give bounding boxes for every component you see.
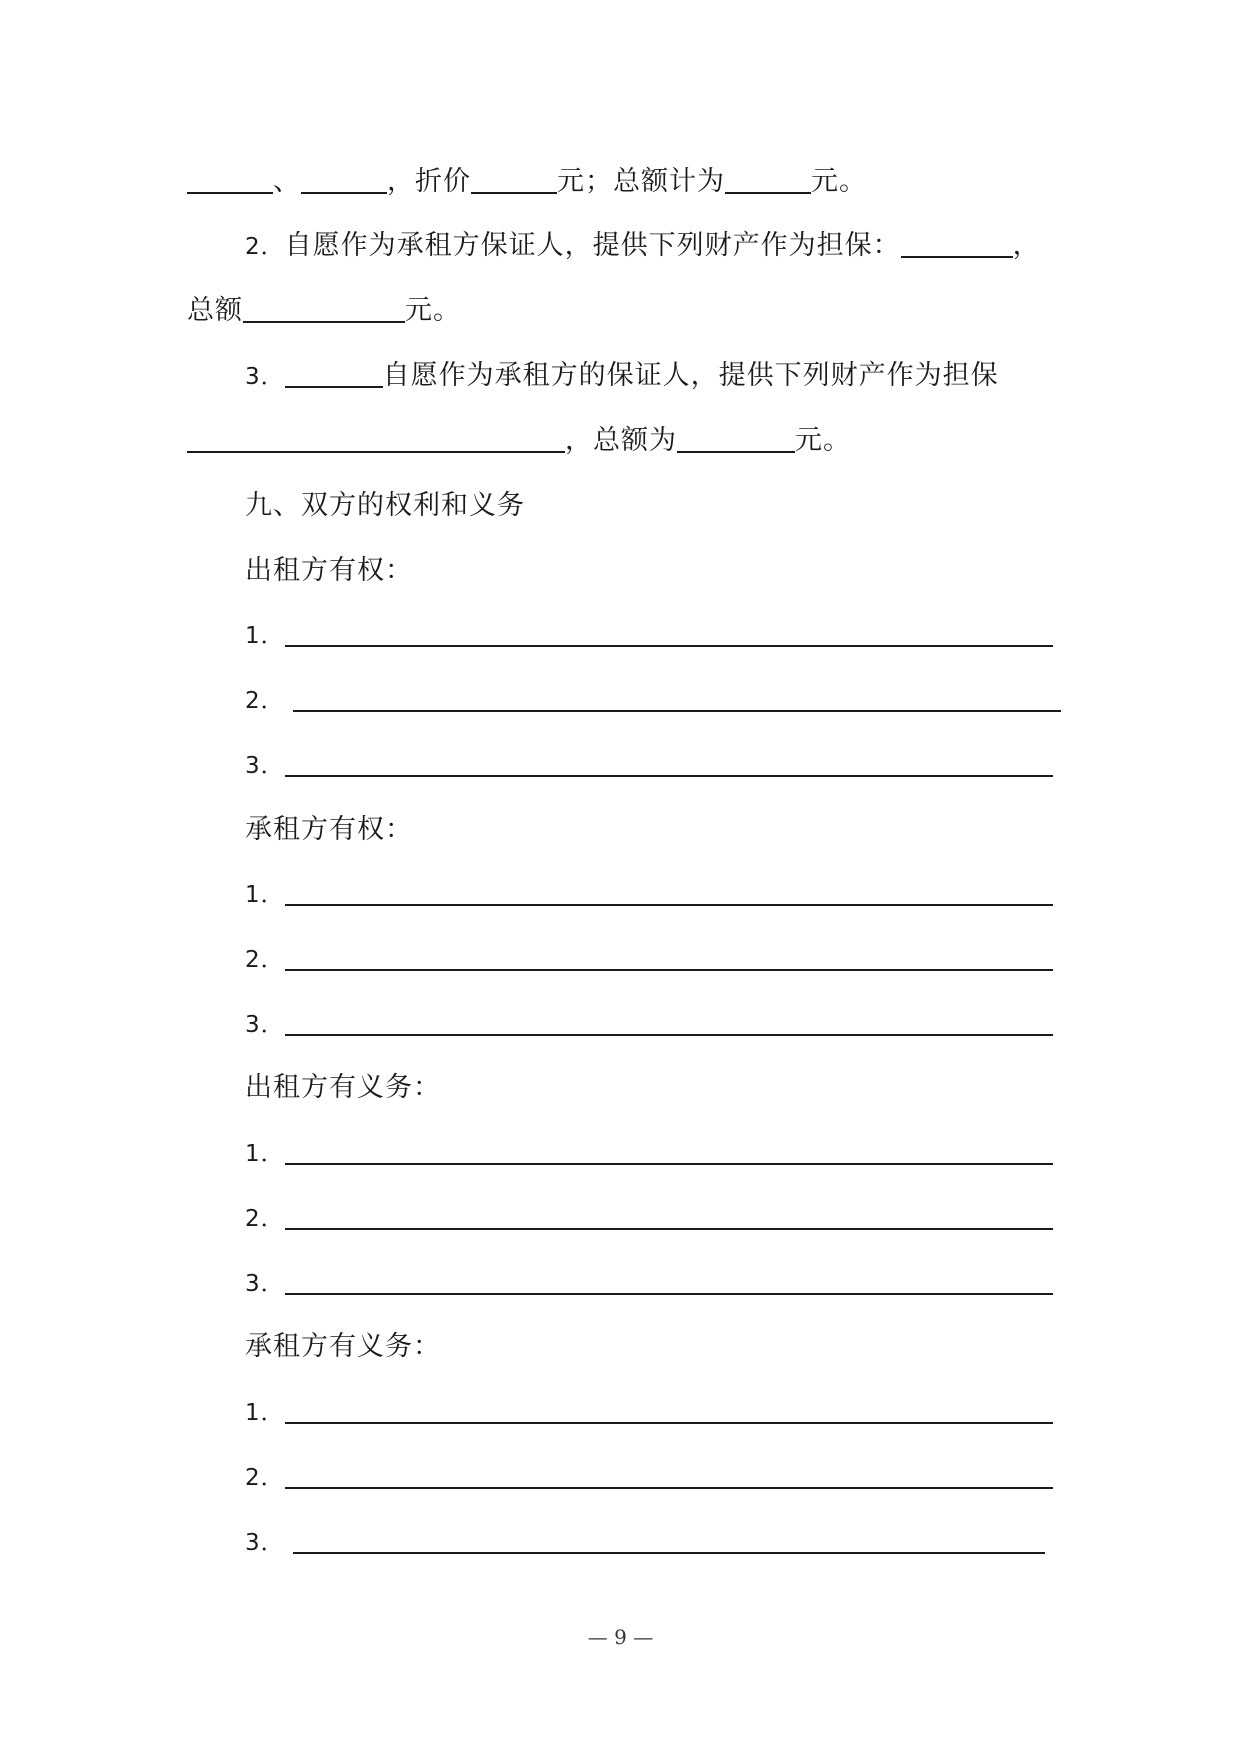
yuan-label: 元。 — [811, 166, 867, 197]
blank-fill-line[interactable] — [285, 1008, 1053, 1036]
group-title-lessor-obligations: 出租方有义务： — [245, 1072, 441, 1103]
item-text: 自愿作为承租方的保证人，提供下列财产作为担保 — [382, 360, 999, 391]
blank-fill-line[interactable] — [285, 1396, 1053, 1424]
item-number: 3． — [245, 1271, 285, 1297]
item-number: 2． — [245, 1206, 285, 1232]
guarantee-item-3-cont — [187, 424, 851, 458]
blank-total-amount[interactable] — [677, 425, 795, 453]
page-number: — 9 — — [587, 1625, 654, 1649]
blank-item-a[interactable] — [187, 166, 273, 194]
total-label: ，总额为 — [565, 425, 677, 456]
total-label: 总额 — [187, 295, 243, 326]
discount-label: ，折价 — [387, 166, 471, 197]
item-number: 1． — [245, 882, 285, 908]
list-item — [245, 942, 1053, 977]
item-number: 3． — [245, 364, 285, 390]
blank-fill-line[interactable] — [285, 1137, 1053, 1165]
blank-item-b[interactable] — [301, 166, 387, 194]
item-number: 2． — [245, 688, 285, 714]
item-number: 2． — [245, 1465, 285, 1491]
list-item — [245, 618, 1053, 653]
item-number: 2． — [245, 947, 285, 973]
blank-guarantor-name[interactable] — [285, 360, 383, 388]
blank-fill-line[interactable] — [285, 1202, 1053, 1230]
guarantee-item-3 — [245, 359, 999, 394]
item-number: 3． — [245, 1530, 285, 1556]
section-heading: 九、双方的权利和义务 — [245, 490, 525, 521]
list-item — [245, 1460, 1053, 1495]
item-number: 1． — [245, 623, 285, 649]
blank-fill-line[interactable] — [285, 619, 1053, 647]
blank-fill-line[interactable] — [285, 1267, 1053, 1295]
list-item — [245, 1266, 1053, 1301]
list-item — [245, 748, 1053, 783]
blank-total-amount[interactable] — [243, 295, 405, 323]
blank-guarantee-property[interactable] — [901, 230, 1013, 258]
group-title-lessee-obligations: 承租方有义务： — [245, 1331, 441, 1362]
item-number: 3． — [245, 1012, 285, 1038]
yuan-label: 元。 — [405, 295, 461, 326]
blank-fill-line[interactable] — [285, 943, 1053, 971]
blank-fill-line[interactable] — [285, 749, 1053, 777]
list-item — [245, 877, 1053, 912]
guarantee-item-2-cont — [187, 294, 461, 328]
guarantee-item-2 — [245, 229, 1041, 264]
list-item — [245, 683, 1061, 718]
comma: ， — [1012, 230, 1041, 261]
blank-total-value[interactable] — [725, 166, 811, 194]
blank-guarantee-property[interactable] — [187, 425, 565, 453]
item-number: 1． — [245, 1141, 285, 1167]
yuan-label: 元。 — [795, 425, 851, 456]
item-text: 自愿作为承租方保证人，提供下列财产作为担保： — [284, 230, 901, 261]
total-label: 元；总额计为 — [557, 166, 725, 197]
item-number: 2． — [245, 234, 285, 260]
guarantee-line-1 — [187, 165, 867, 199]
group-title-lessor-rights: 出租方有权： — [245, 555, 413, 586]
list-item — [245, 1201, 1053, 1236]
blank-fill-line[interactable] — [293, 684, 1061, 712]
blank-discount-value[interactable] — [471, 166, 557, 194]
list-item — [245, 1136, 1053, 1171]
item-number: 3． — [245, 753, 285, 779]
separator-comma: 、 — [273, 166, 301, 197]
blank-fill-line[interactable] — [293, 1526, 1045, 1554]
list-item — [245, 1525, 1045, 1560]
list-item — [245, 1007, 1053, 1042]
group-title-lessee-rights: 承租方有权： — [245, 814, 413, 845]
blank-fill-line[interactable] — [285, 1461, 1053, 1489]
blank-fill-line[interactable] — [285, 878, 1053, 906]
item-number: 1． — [245, 1400, 285, 1426]
list-item — [245, 1395, 1053, 1430]
